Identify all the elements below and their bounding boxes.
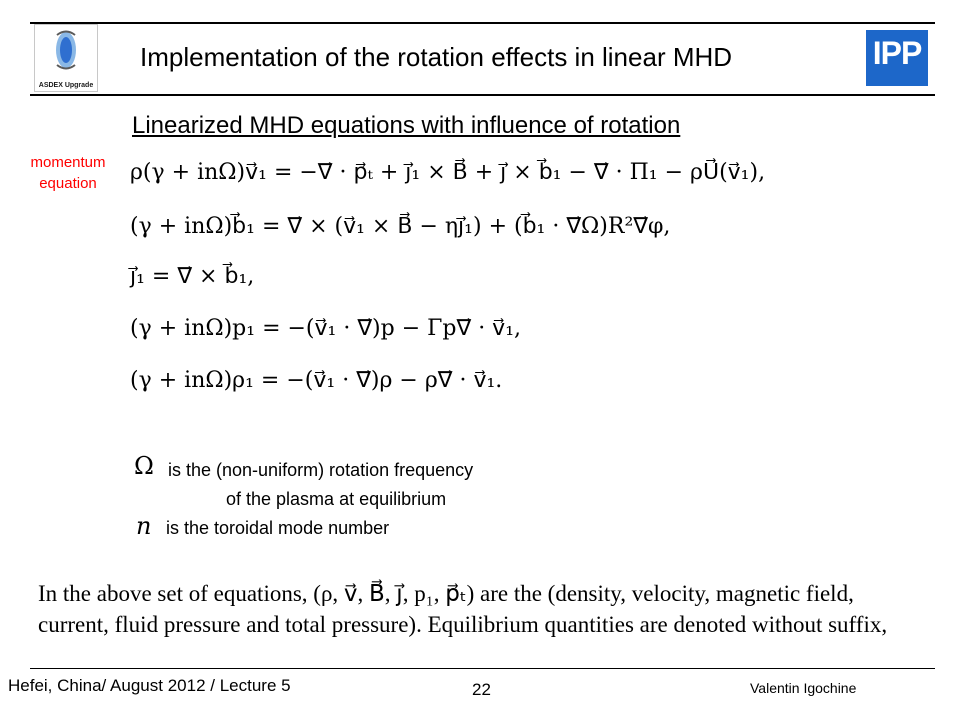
definition-paragraph <box>38 578 943 640</box>
omega-definition-line2: of the plasma at equilibrium <box>226 489 447 509</box>
ipp-logo <box>866 30 928 86</box>
header-bottom-rule <box>30 94 935 96</box>
page-number: 22 <box>472 680 491 699</box>
section-heading: Linearized MHD equations with influence of rotation <box>132 112 681 139</box>
side-label-line2: equation <box>39 175 97 192</box>
header-top-rule <box>30 22 935 24</box>
page-title: Implementation of the rotation effects in linear MHD <box>140 42 733 72</box>
asdex-upgrade-emblem-icon <box>35 25 97 81</box>
momentum-equation-label <box>14 152 122 194</box>
asdex-logo-caption: ASDEX Upgrade <box>38 82 94 89</box>
asdex-upgrade-logo <box>34 24 98 92</box>
equation-induction: (γ + inΩ)b⃗₁ = ∇⃗ × (v⃗₁ × B⃗ − ηj⃗₁) + (b⃗₁ · ∇⃗Ω)R²∇⃗φ, <box>130 214 671 239</box>
equation-current: j⃗₁ = ∇⃗ × b⃗₁, <box>130 264 255 289</box>
footer-rule <box>30 668 935 669</box>
footer-lecture-info: Hefei, China/ August 2012 / Lecture 5 <box>8 676 291 695</box>
omega-definition-line1: is the (non-uniform) rotation frequency <box>168 460 474 480</box>
n-symbol: n <box>136 512 152 540</box>
side-label-line1: momentum <box>30 154 106 171</box>
paragraph-line1: In the above set of equations, (ρ, v⃗, B⃗, j⃗, p₁, p⃗ₜ) are the (density, velocity, magnetic field, <box>38 581 854 606</box>
equation-density: (γ + inΩ)ρ₁ = −(v⃗₁ · ∇⃗)ρ − ρ∇⃗ · v⃗₁. <box>130 368 503 393</box>
ipp-logo-text: IPP <box>872 35 922 71</box>
equation-pressure: (γ + inΩ)p₁ = −(v⃗₁ · ∇⃗)p − Γp∇⃗ · v⃗₁, <box>130 316 522 341</box>
equation-momentum: ρ(γ + inΩ)v⃗₁ = −∇⃗ · p⃗ₜ + j⃗₁ × B⃗ + j⃗ × b⃗₁ − ∇⃗ · Π₁ − ρU⃗(v⃗₁), <box>130 160 766 185</box>
omega-symbol: Ω <box>134 452 154 480</box>
paragraph-line2: current, fluid pressure and total pressure). Equilibrium quantities are denoted without suffix, <box>38 612 888 637</box>
n-definition: is the toroidal mode number <box>166 518 390 538</box>
footer-author: Valentin Igochine <box>750 680 857 696</box>
